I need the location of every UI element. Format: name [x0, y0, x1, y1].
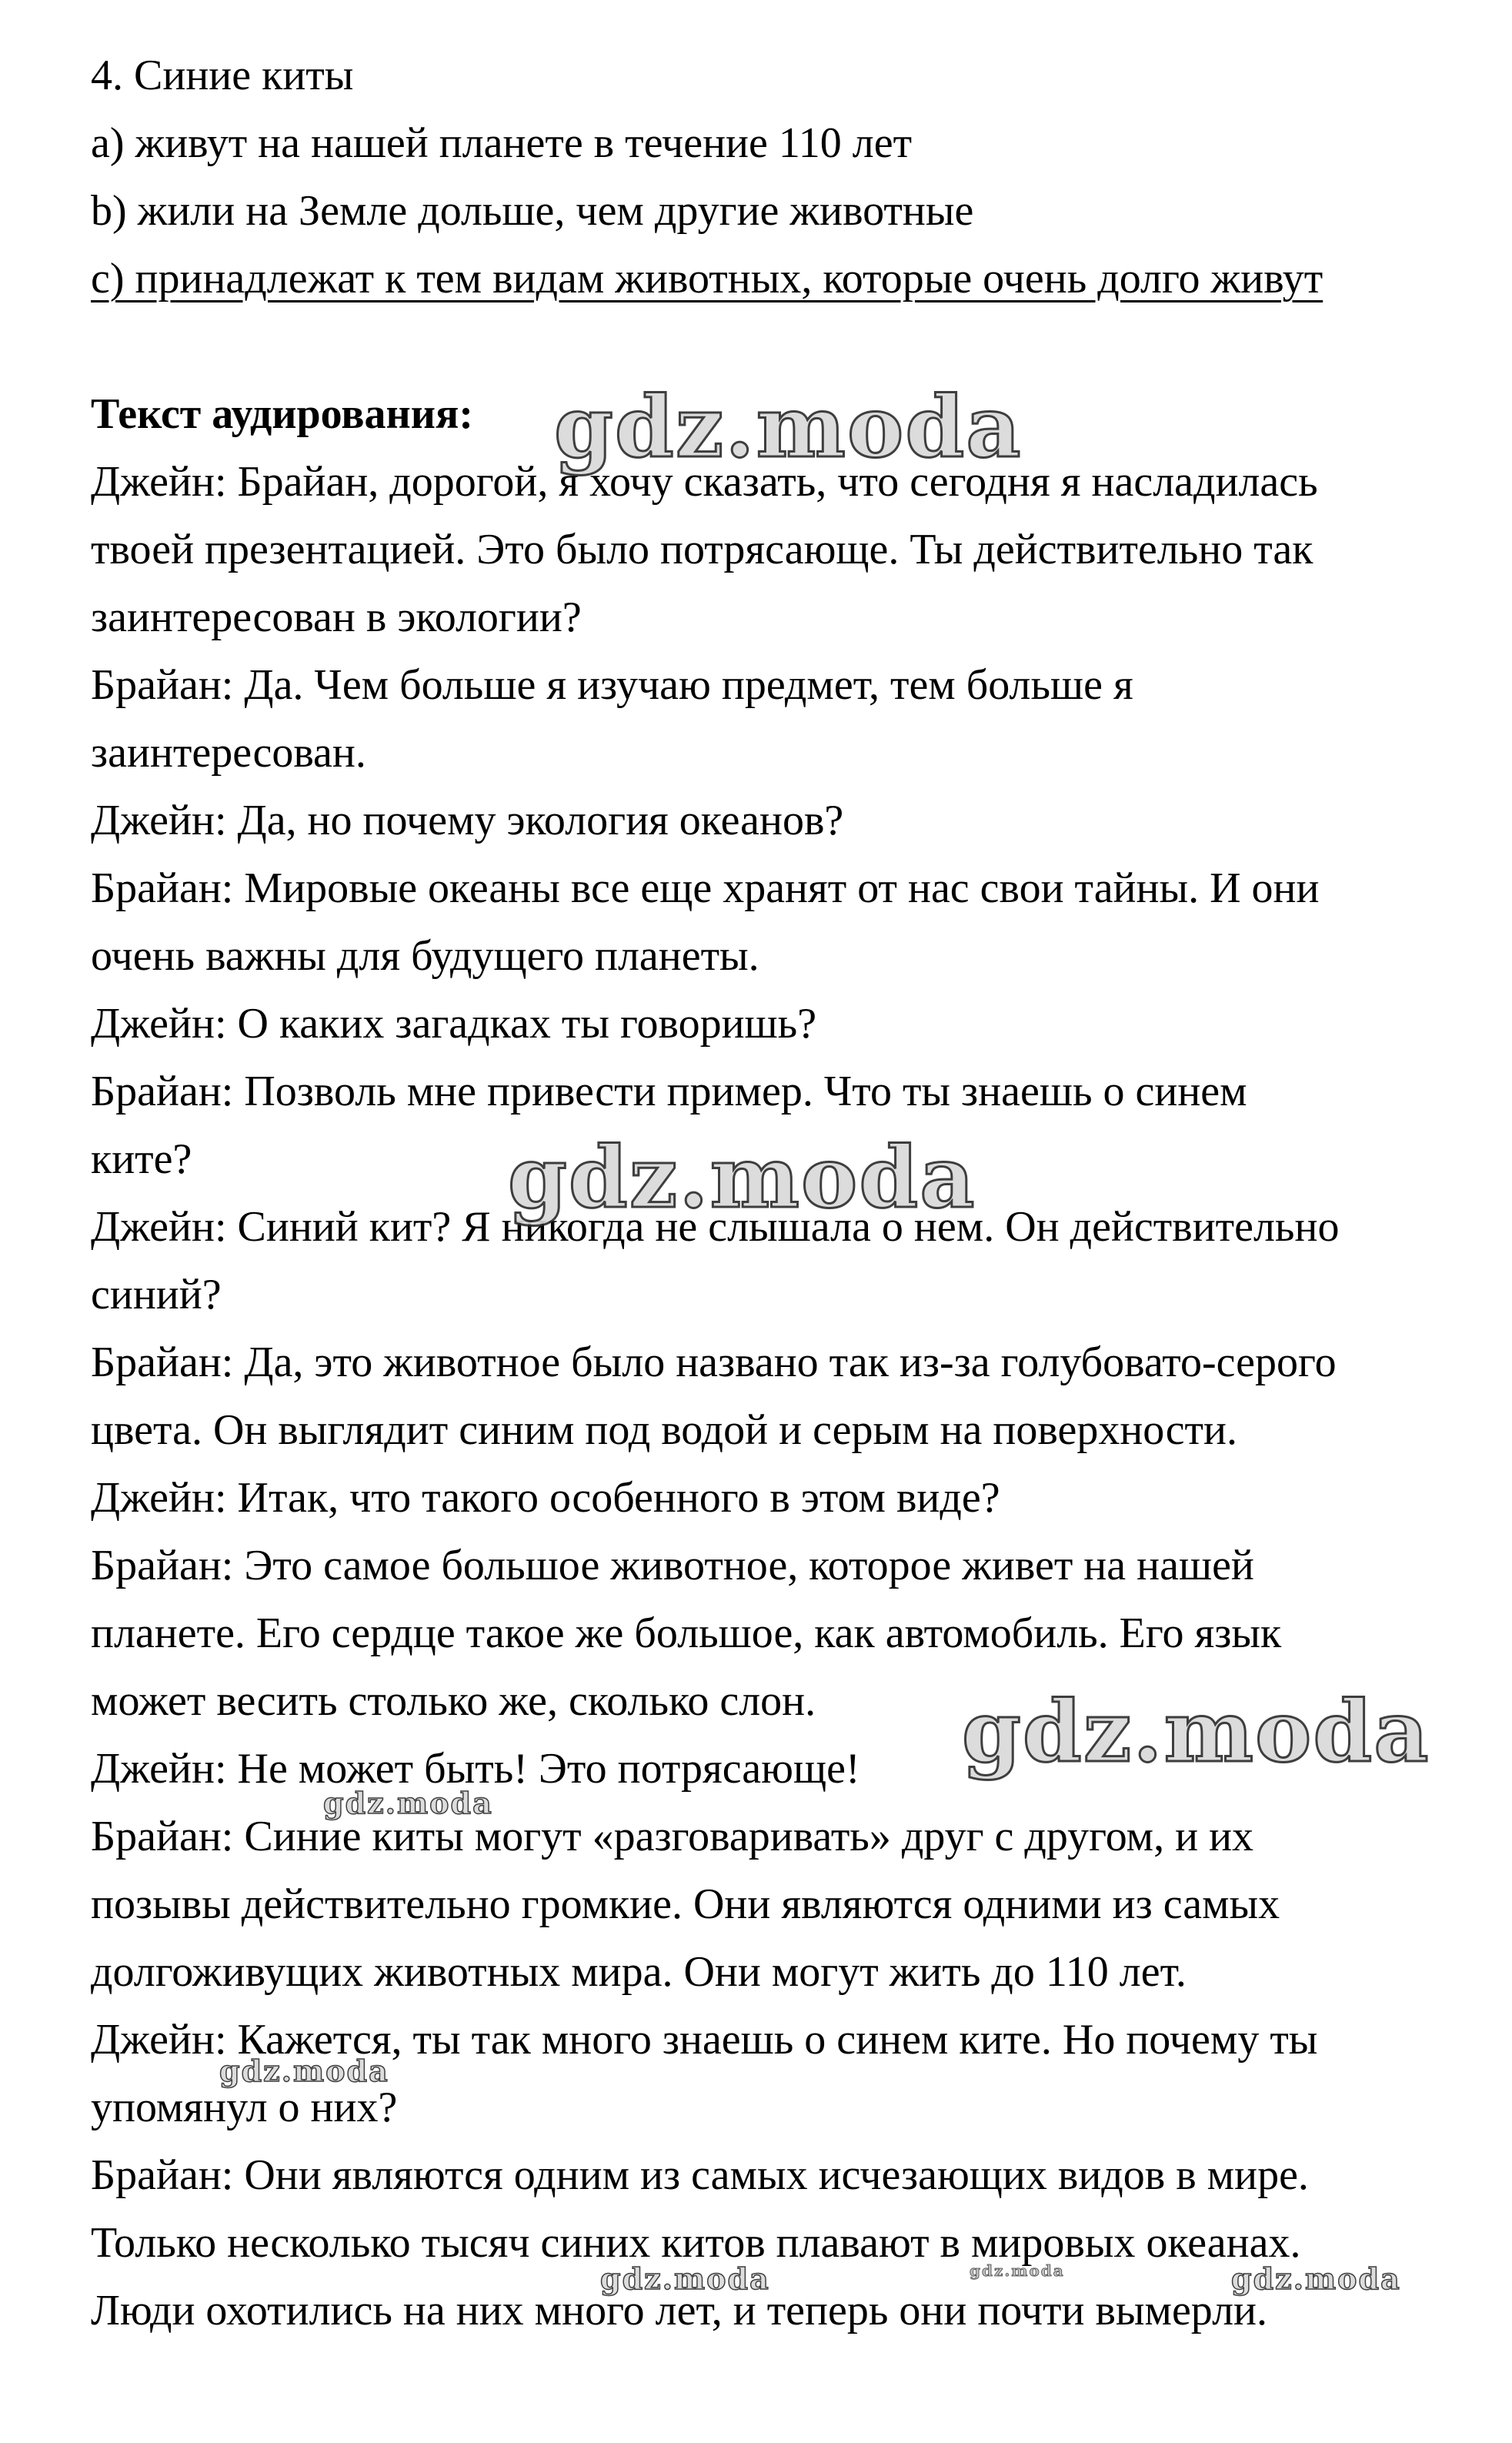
- transcript-line: Брайан: Это самое большое животное, которое живет на нашей: [91, 1542, 1254, 1589]
- watermark-logo: gdz.moda: [219, 2054, 389, 2088]
- transcript-line: Джейн: Да, но почему экология океанов?: [91, 797, 844, 844]
- transcript-line: может весить столько же, сколько слон.: [91, 1677, 816, 1725]
- document-page: [91, 42, 1460, 2344]
- answer-option-b: b) жили на Земле дольше, чем другие животные: [91, 187, 974, 235]
- watermark-logo: gdz.moda: [554, 377, 1023, 476]
- transcript-line: Брайан: Мировые океаны все еще хранят от нас свои тайны. И они: [91, 864, 1320, 912]
- transcript-line: Брайан: Позволь мне привести пример. Что ты знаешь о синем: [91, 1068, 1247, 1115]
- answer-option-a: a) живут на нашей планете в течение 110 лет: [91, 119, 913, 167]
- transcript-line: Джейн: Не может быть! Это потрясающе!: [91, 1745, 860, 1793]
- transcript-line: заинтересован в экологии?: [91, 593, 582, 641]
- transcript-line: Брайан: Синие киты могут «разговаривать» друг с другом, и их: [91, 1813, 1254, 1860]
- answer-option-c: [91, 245, 1460, 312]
- transcript-line: Брайан: Да. Чем больше я изучаю предмет, тем больше я: [91, 661, 1133, 709]
- transcript-heading: Текст аудирования:: [91, 390, 473, 438]
- transcript-line: Брайан: Да, это животное было названо так из-за голубовато-серого: [91, 1338, 1337, 1386]
- transcript-body: [91, 448, 1460, 2344]
- transcript-line: Джейн: Синий кит? Я никогда не слышала о нем. Он действительно: [91, 1203, 1340, 1251]
- transcript-line: долгоживущих животных мира. Они могут жить до 110 лет.: [91, 1948, 1187, 1996]
- watermark-logo: gdz.moda: [1231, 2261, 1401, 2296]
- transcript-line: Джейн: Кажется, ты так много знаешь о синем ките. Но почему ты: [91, 2016, 1318, 2064]
- transcript-line: Люди охотились на них много лет, и теперь они почти вымерли.: [91, 2287, 1267, 2334]
- transcript-line: цвета. Он выглядит синим под водой и серым на поверхности.: [91, 1406, 1237, 1454]
- transcript-line: Брайан: Они являются одним из самых исчезающих видов в мире.: [91, 2151, 1309, 2199]
- transcript-line: синий?: [91, 1271, 222, 1318]
- watermark-logo: gdz.moda: [970, 2261, 1065, 2280]
- watermark-logo: gdz.moda: [600, 2261, 770, 2296]
- transcript-line: упомянул о них?: [91, 2084, 398, 2131]
- transcript-line: ките?: [91, 1135, 192, 1183]
- transcript-line: заинтересован.: [91, 729, 366, 777]
- transcript-line: позывы действительно громкие. Они являются одними из самых: [91, 1880, 1280, 1928]
- transcript-line: твоей презентацией. Это было потрясающе. Ты действительно так: [91, 526, 1313, 573]
- transcript-line: Только несколько тысяч синих китов плавают в мировых океанах.: [91, 2219, 1301, 2267]
- watermark-logo: gdz.moda: [962, 1682, 1430, 1781]
- transcript-line: очень важны для будущего планеты.: [91, 932, 759, 980]
- transcript-line: Джейн: Итак, что такого особенного в этом виде?: [91, 1474, 1000, 1522]
- transcript-line: Джейн: Брайан, дорогой, я хочу сказать, что сегодня я насладилась: [91, 458, 1318, 506]
- section-spacer: [91, 312, 1460, 380]
- watermark-logo: gdz.moda: [323, 1786, 493, 1820]
- question-title: 4. Синие киты: [91, 52, 354, 99]
- answer-option-c-text: c) принадлежат к тем видам животных, которые очень долго живут: [91, 255, 1323, 302]
- transcript-line: планете. Его сердце такое же большое, как автомобиль. Его язык: [91, 1609, 1282, 1657]
- watermark-logo: gdz.moda: [508, 1128, 976, 1227]
- transcript-line: Джейн: О каких загадках ты говоришь?: [91, 1000, 817, 1048]
